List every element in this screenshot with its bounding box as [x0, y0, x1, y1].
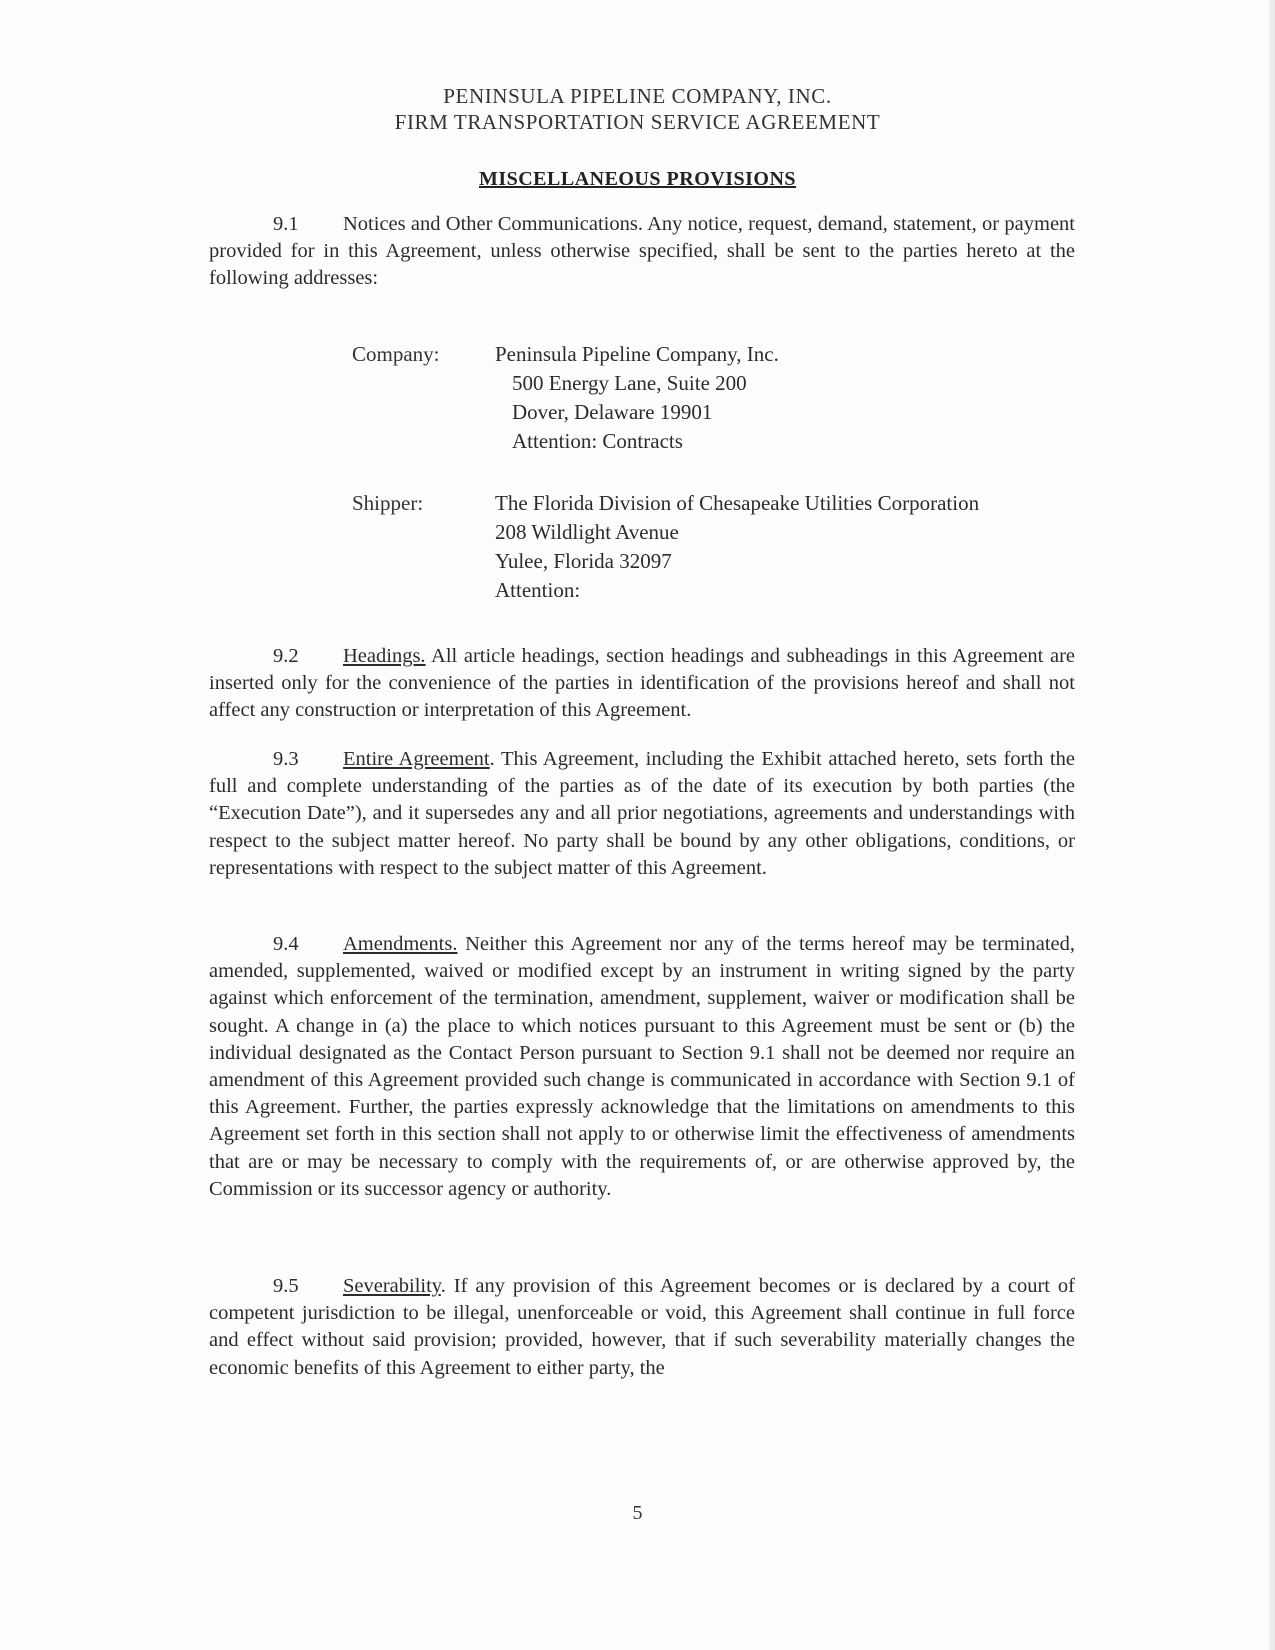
header-agreement-title: FIRM TRANSPORTATION SERVICE AGREEMENT	[394, 110, 881, 134]
shipper-address-line: The Florida Division of Chesapeake Utilities Corporation	[495, 491, 980, 515]
section-title: MISCELLANEOUS PROVISIONS	[478, 168, 797, 190]
section-heading: Headings.	[343, 645, 426, 667]
shipper-address	[495, 489, 979, 605]
header-company: PENINSULA PIPELINE COMPANY, INC.	[443, 84, 832, 108]
shipper-address-line: 208 Wildlight Avenue	[495, 520, 679, 544]
company-address-line: Peninsula Pipeline Company, Inc.	[495, 342, 779, 366]
section-heading: Amendments.	[343, 933, 458, 955]
section-text: . This Agreement, including the Exhibit attached hereto, sets forth the full and complete understanding of the parties as of the date of its execution by both parties (the “Execution Date”), and it supersedes any and all prior negotiations, agreements and understandings with respect to the subject matter hereof. No party shall be bound by any other obligations, conditions, or representations with respect to the subject matter of this Agreement.	[209, 748, 1075, 879]
section-9-5	[209, 1273, 1075, 1382]
section-number: 9.3	[273, 748, 299, 770]
company-address	[495, 340, 779, 456]
section-number: 9.1	[273, 213, 299, 235]
company-address-line: 500 Energy Lane, Suite 200	[512, 371, 747, 395]
company-label: Company:	[352, 342, 440, 366]
company-address-line: Dover, Delaware 19901	[512, 400, 713, 424]
section-text: . If any provision of this Agreement becomes or is declared by a court of competent jurisdiction to be illegal, unenforceable or void, this Agreement shall continue in full force and effect without said provision; provided, however, that if such severability materially changes the economic benefits of this Agreement to either party, the	[209, 1275, 1075, 1379]
shipper-address-line: Yulee, Florida 32097	[495, 549, 672, 573]
section-text: Neither this Agreement nor any of the terms hereof may be terminated, amended, supplemented, waived or modified except by an instrument in writing signed by the party against which enforcement of the termination, amendment, supplement, waiver or modification shall be sought. A change in (a) the place to which notices pursuant to this Agreement must be sent or (b) the individual designated as the Contact Person pursuant to Section 9.1 shall not be deemed nor require an amendment of this Agreement provided such change is communicated in accordance with Section 9.1 of this Agreement. Further, the parties expressly acknowledge that the limitations on amendments to this Agreement set forth in this section shall not apply to or otherwise limit the effectiveness of amendments that are or may be necessary to comply with the requirements of, or are otherwise approved by, the Commission or its successor agency or authority.	[209, 933, 1075, 1200]
section-number: 9.4	[273, 933, 299, 955]
shipper-label: Shipper:	[352, 491, 424, 515]
page-number: 5	[632, 1502, 643, 1524]
section-text: Notices and Other Communications. Any notice, request, demand, statement, or payment provided for in this Agreement, unless otherwise specified, shall be sent to the parties hereto at the following addresses:	[209, 213, 1075, 290]
section-9-3	[209, 746, 1075, 882]
section-number: 9.5	[273, 1275, 299, 1297]
company-address-line: Attention: Contracts	[512, 429, 683, 453]
section-9-1	[209, 211, 1075, 293]
section-heading: Entire Agreement	[343, 748, 490, 770]
section-9-2	[209, 643, 1075, 725]
shipper-address-line: Attention:	[495, 578, 581, 602]
section-heading: Severability	[343, 1275, 441, 1297]
section-9-4	[209, 931, 1075, 1203]
section-number: 9.2	[273, 645, 299, 667]
page-edge-shadow	[1269, 0, 1275, 1650]
section-text: All article headings, section headings and subheadings in this Agreement are inserted only for the convenience of the parties in identification of the provisions hereof and shall not affect any construction or interpretation of this Agreement.	[209, 645, 1075, 722]
